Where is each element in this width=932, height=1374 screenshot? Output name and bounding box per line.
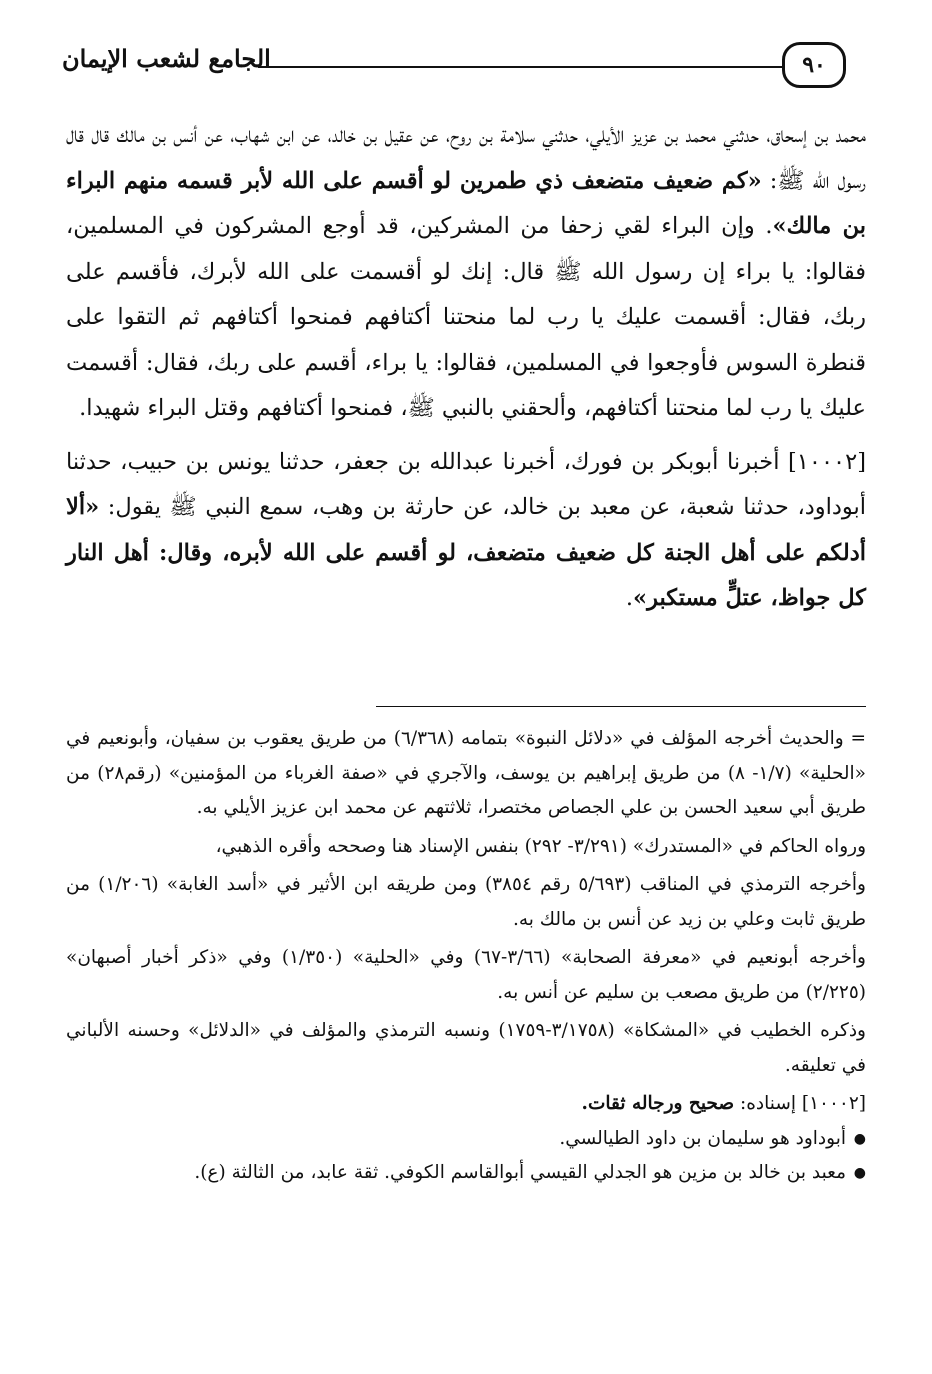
hadith-10002-matn: «ألا أدلكم على أهل الجنة كل ضعيف متضعف، لو أقسم على الله لأبره، وقال: أهل النار كل جواظ، عتلٍّ مستكبر» [66, 494, 866, 611]
narrator-note-text: أبوداود هو سليمان بن داود الطيالسي. [559, 1127, 846, 1149]
narrator-note [66, 1122, 866, 1156]
hadith-10002-chain: [١٠٠٠٢] أخبرنا أبوبكر بن فورك، أخبرنا عبدالله بن جعفر، حدثنا يونس بن حبيب، حدثنا أبوداود، حدثنا شعبة، عن معبد بن خالد، عن حارثة بن وهب، سمع النبي ﷺ يقول: [66, 448, 866, 520]
main-text [66, 113, 866, 622]
isnad-verdict: صحيح ورجاله ثقات. [581, 1093, 735, 1114]
bullet-icon: ● [853, 1164, 866, 1181]
footnote-isnad-grade [66, 1087, 866, 1122]
page-number-badge: ٩٠ [782, 42, 846, 88]
narrator-note-text: معبد بن خالد بن مزين هو الجدلي القيسي أبوالقاسم الكوفي. ثقة عابد، من الثالثة (ع). [194, 1161, 846, 1183]
bullet-icon: ● [853, 1130, 866, 1147]
narrator-note [66, 1156, 866, 1190]
isnad-ref: [١٠٠٠٢] إسناده: [734, 1093, 866, 1114]
page-header [62, 38, 846, 98]
paragraph-hadith-1 [66, 113, 866, 432]
footnote-khatib: وذكره الخطيب في «المشكاة» (٣/١٧٥٨-١٧٥٩) ونسبه الترمذي والمؤلف في «الدلائل» وحسنه الألباني في تعليقه. [66, 1020, 866, 1076]
paragraph-hadith-10002 [66, 440, 866, 622]
footnote-hakim: ورواه الحاكم في «المستدرك» (٣/٢٩١- ٢٩٢) بنفس الإسناد هنا وصححه وأقره الذهبي، [215, 835, 866, 857]
hadith-10002-end: . [625, 585, 634, 611]
footnote-abu-nuaym: وأخرجه أبونعيم في «معرفة الصحابة» (٣/٦٦-٦٧) وفي «الحلية» (١/٣٥٠) وفي «ذكر أخبار أصبهان» (٢/٢٢٥) من طريق مصعب بن سليم عن أنس به. [66, 947, 866, 1003]
hadith-1-chain: محمد بن إسحاق، حدثني محمد بن عزيز الأيلي، حدثني سلامة بن روح، عن عقيل بن خالد، عن ابن شهاب، عن أنس بن مالك قال قال رسول الله ﷺ: [66, 122, 867, 194]
footnotes [66, 722, 866, 1190]
hadith-1-story: . وإن البراء لقي زحفا من المشركين، قد أوجع المشركون في المسلمين، فقالوا: يا براء إن رسول الله ﷺ قال: إنك لو أقسمت على الله لأبرك، فأقسم على ربك، فقال: أقسمت عليك يا رب لما منحتنا أكتافهم فمنحوا أكتافهم ثم التقوا على قنطرة السوس فأوجعوا في المسلمين، فقالوا: يا براء، أقسم على ربك، فقال: أقسمت عليك يا رب لما منحتنا أكتافهم، وألحقني بالنبي ﷺ، فمنحوا أكتافهم وقتل البراء شهيدا. [66, 213, 866, 421]
running-title: الجامع لشعب الإيمان [62, 44, 271, 73]
hadith-1-matn: «كم ضعيف متضعف ذي طمرين لو أقسم على الله لأبر قسمه منهم البراء بن مالك» [66, 167, 867, 239]
footnote-divider [376, 706, 866, 707]
footnote-tirmidhi: وأخرجه الترمذي في المناقب (٥/٦٩٣ رقم ٣٨٥٤) ومن طريقه ابن الأثير في «أسد الغابة» (١/٢٠٦) من طريق ثابت وعلي بن زيد عن أنس بن مالك به. [66, 874, 866, 930]
footnote-continuation: = والحديث أخرجه المؤلف في «دلائل النبوة» بتمامه (٦/٣٦٨) من طريق يعقوب بن سفيان، وأبونعيم في «الحلية» (١/٧- ٨) من طريق إبراهيم بن يوسف، والآجري في «صفة الغرباء من المؤمنين» (رقم٢٨) من طريق أبي سعيد الحسن بن علي الجصاص مختصرا، ثلاثتهم عن محمد ابن عزيز الأيلي به. [66, 728, 867, 818]
header-rule [258, 66, 782, 68]
